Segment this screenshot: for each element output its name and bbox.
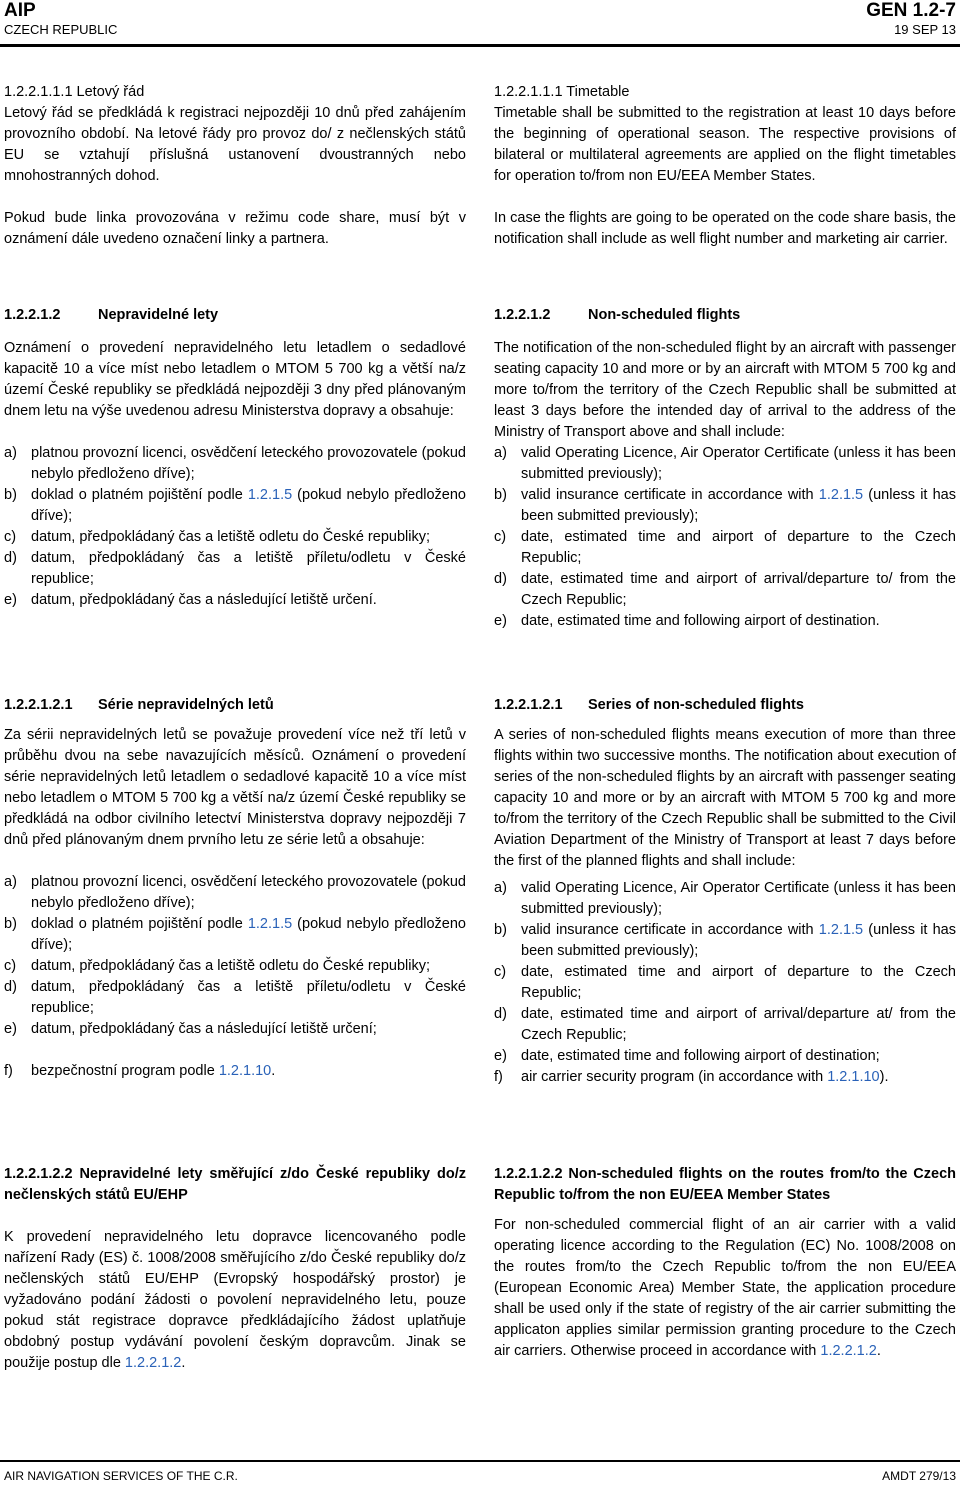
list-item [4, 443, 466, 485]
cz-noneu-para [4, 1227, 466, 1374]
list-text: date, estimated time and airport of departure to the Czech Republic; [521, 529, 956, 566]
cz-nonscheduled-title: Nepravidelné lety [98, 307, 219, 323]
list-text-post: (pokud nebylo předloženo dříve); [31, 916, 466, 953]
footer-rule [0, 1460, 960, 1462]
list-text: platnou provozní licenci, osvědčení leteckého provozovatele (pokud nebylo předloženo dříve); [31, 445, 466, 482]
cz-section-noneu [4, 1164, 466, 1374]
ref-link[interactable]: 1.2.1.10 [827, 1069, 880, 1085]
list-text [521, 1067, 956, 1088]
list-text: date, estimated time and airport of departure to the Czech Republic; [521, 964, 956, 1001]
list-item [4, 914, 466, 956]
cz-series-heading [4, 695, 466, 716]
header-rule [0, 44, 960, 47]
list-text [31, 914, 466, 956]
list-label: d) [494, 571, 507, 587]
list-item [4, 485, 466, 527]
cz-nonscheduled-heading [4, 305, 466, 326]
en-series-list [494, 878, 956, 1088]
en-section-series [494, 695, 956, 1088]
list-text-pre: valid insurance certificate in accordance with [521, 487, 819, 503]
list-text: date, estimated time and airport of arrival/departure to/ from the Czech Republic; [521, 571, 956, 608]
list-text: valid Operating Licence, Air Operator Certificate (unless it has been submitted previously); [521, 445, 956, 482]
list-text: platnou provozní licenci, osvědčení leteckého provozovatele (pokud nebylo předloženo dříve); [31, 874, 466, 911]
list-item [494, 1067, 956, 1088]
list-item [4, 548, 466, 590]
list-label: a) [4, 874, 17, 890]
list-label: d) [494, 1006, 507, 1022]
cz-nonscheduled-num: 1.2.2.1.2 [4, 307, 61, 323]
cz-timetable-para-1: Letový řád se předkládá k registraci nejpozději 10 dnů před zahájením provozního období. Na letové řády pro provoz do/ z nečlenských států EU se vztahují příslušná ustanovení dvoustranných nebo mnohostranných dohod. [4, 105, 466, 184]
list-label: f) [494, 1069, 503, 1085]
list-text [31, 485, 466, 527]
en-nonscheduled-list [494, 443, 956, 632]
en-timetable-para-2: In case the flights are going to be operated on the code share basis, the notification shall include as well flight number and marketing air carrier. [494, 210, 956, 247]
en-series-para: A series of non-scheduled flights means execution of more than three flights within two successive months. The notification about execution of series of the non-scheduled flights by an aircraft with passenger seating capacity 10 and more or by an aircraft with MTOM 5 700 kg and more to/from the territory of the Czech Republic shall be submitted to the Civil Aviation Department of the Ministry of Transport at least 7 days before the first of the planned flights and shall include: [494, 727, 956, 869]
en-series-heading [494, 695, 956, 716]
list-item [4, 872, 466, 914]
list-label: e) [4, 1021, 17, 1037]
cz-noneu-para-text: K provedení nepravidelného letu dopravce licencovaného podle nařízení Rady (ES) č. 1008/2008 směřujícího z/do České republiky do/z nečlenských států EU/EHP (Evropský hospodářský prostor) je vyžadováno podání žádosti o povolení nepravidelného letu, pouze pokud stát registrace dopravce předkládajícího žádost uplatňuje obdobný postup vydávání povolení českým dopravcům. Jinak se použije postup dle [4, 1229, 466, 1371]
list-label: f) [4, 1063, 13, 1079]
ref-link[interactable]: 1.2.1.5 [818, 487, 864, 503]
list-text: date, estimated time and airport of arrival/departure at/ from the Czech Republic; [521, 1006, 956, 1043]
en-series-title: Series of non-scheduled flights [588, 697, 804, 713]
en-noneu-para-end: . [876, 1343, 881, 1359]
en-nonscheduled-num: 1.2.2.1.2 [494, 307, 551, 323]
list-item [494, 527, 956, 569]
list-label: a) [494, 880, 507, 896]
ref-link[interactable]: 1.2.2.1.2 [820, 1343, 877, 1359]
list-item [4, 527, 466, 548]
list-label: c) [4, 529, 17, 545]
list-label: c) [494, 964, 507, 980]
cz-timetable-para-2: Pokud bude linka provozována v režimu code share, musí být v oznámení dále uvedeno označení linky a partnera. [4, 210, 466, 247]
list-text-post: (unless it has been submitted previously); [521, 487, 956, 524]
en-section-nonscheduled [494, 305, 956, 632]
header-country: CZECH REPUBLIC [4, 22, 118, 37]
en-noneu-heading: 1.2.2.1.2.2 Non-scheduled flights on the routes from/to the Czech Republic to/from the non EU/EEA Member States [494, 1166, 956, 1203]
list-item [4, 1019, 466, 1040]
list-text-pre: doklad o platném pojištění podle [31, 916, 248, 932]
list-label: b) [4, 916, 17, 932]
cz-noneu-heading: 1.2.2.1.2.2 Nepravidelné lety směřující z/do České republiky do/z nečlenských států EU/EHP [4, 1166, 466, 1203]
header-doc: AIP [4, 0, 36, 21]
en-nonscheduled-para: The notification of the non-scheduled flight by an aircraft with passenger seating capacity 10 and more or by an aircraft with MTOM 5 700 kg and more to/from the territory of the Czech Republic shall be submitted at least 3 days before the intended day of arrival to the address of the Ministry of Transport above and shall include: [494, 340, 956, 440]
ref-link[interactable]: 1.2.1.5 [247, 916, 293, 932]
list-text: datum, předpokládaný čas a letiště příletu/odletu v České republice; [31, 979, 466, 1016]
ref-link[interactable]: 1.2.1.10 [218, 1063, 272, 1079]
list-text-post: ). [879, 1069, 889, 1085]
cz-nonscheduled-list [4, 443, 466, 611]
cz-section-timetable [4, 82, 466, 250]
list-label: e) [494, 613, 507, 629]
header-date: 19 SEP 13 [894, 22, 956, 37]
list-text [31, 1061, 466, 1082]
list-item [494, 1046, 956, 1067]
cz-nonscheduled-para: Oznámení o provedení nepravidelného letu letadlem o sedadlové kapacitě 10 a více míst nebo letadlem o MTOM 5 700 kg a větší na/z území České republiky se předkládá nejpozději 3 dny před plánovaným dnem letu na výše uvedenou adresu Ministerstva dopravy a obsahuje: [4, 340, 466, 419]
cz-noneu-para-end: . [181, 1355, 186, 1371]
list-item [494, 920, 956, 962]
list-item [494, 962, 956, 1004]
list-label: a) [494, 445, 507, 461]
list-item [494, 1004, 956, 1046]
list-text-post: . [271, 1063, 276, 1079]
ref-link[interactable]: 1.2.1.5 [247, 487, 293, 503]
list-text-post: (unless it has been submitted previously); [521, 922, 956, 959]
footer-amendment: AMDT 279/13 [882, 1469, 956, 1483]
list-label: e) [494, 1048, 507, 1064]
list-label: c) [494, 529, 507, 545]
list-text: datum, předpokládaný čas a letiště odletu do České republiky; [31, 958, 430, 974]
list-label: a) [4, 445, 17, 461]
footer-publisher: AIR NAVIGATION SERVICES OF THE C.R. [4, 1469, 238, 1483]
cz-timetable-heading: 1.2.2.1.1.1 Letový řád [4, 84, 145, 100]
list-text: date, estimated time and following airport of destination; [521, 1048, 880, 1064]
en-nonscheduled-title: Non-scheduled flights [588, 307, 741, 323]
list-item [494, 569, 956, 611]
en-section-timetable [494, 82, 956, 250]
list-text-post: (pokud nebylo předloženo dříve); [31, 487, 466, 524]
list-item [494, 878, 956, 920]
list-label: d) [4, 550, 17, 566]
list-item [4, 1061, 466, 1082]
list-label: b) [494, 487, 507, 503]
list-text-pre: air carrier security program (in accordance with [521, 1069, 828, 1085]
list-item [494, 611, 956, 632]
list-text: date, estimated time and following airport of destination. [521, 613, 880, 629]
list-text: datum, předpokládaný čas a letiště příletu/odletu v České republice; [31, 550, 466, 587]
en-noneu-para-text: For non-scheduled commercial flight of an air carrier with a valid operating licence according to the Regulation (EC) No. 1008/2008 on the routes from/to the Czech Republic to/from the non EU/EEA (European Economic Area) Member State, the application procedure shall be used only if the state of registry of the air carrier submitting the applicaton applies similar permission granting procedure to the Czech air carriers. Otherwise proceed in accordance with [494, 1217, 956, 1359]
cz-section-series [4, 695, 466, 1082]
en-noneu-para [494, 1215, 956, 1362]
list-item [494, 443, 956, 485]
cz-section-nonscheduled [4, 305, 466, 611]
en-nonscheduled-heading [494, 305, 956, 326]
list-text: datum, předpokládaný čas a následující letiště určení; [31, 1021, 377, 1037]
list-item [4, 977, 466, 1019]
list-text [521, 920, 956, 962]
list-label: b) [4, 487, 17, 503]
list-item [4, 590, 466, 611]
header-page: GEN 1.2-7 [866, 0, 956, 21]
cz-series-title: Série nepravidelných letů [98, 697, 274, 713]
list-text-pre: valid insurance certificate in accordance with [521, 922, 819, 938]
list-label: b) [494, 922, 507, 938]
cz-series-num: 1.2.2.1.2.1 [4, 697, 73, 713]
en-timetable-para-1: Timetable shall be submitted to the registration at least 10 days before the beginning of operational season. The respective provisions of bilateral or multilateral agreements are applied on the flight timetables for operation to/from non EU/EEA Member States. [494, 105, 956, 184]
list-text-pre: doklad o platném pojištění podle [31, 487, 248, 503]
list-text: datum, předpokládaný čas a letiště odletu do České republiky; [31, 529, 430, 545]
list-text [521, 485, 956, 527]
list-item [494, 485, 956, 527]
list-text-pre: bezpečnostní program podle [31, 1063, 219, 1079]
list-text: valid Operating Licence, Air Operator Certificate (unless it has been submitted previously); [521, 880, 956, 917]
en-timetable-heading: 1.2.2.1.1.1 Timetable [494, 84, 630, 100]
list-label: d) [4, 979, 17, 995]
en-section-noneu [494, 1164, 956, 1362]
list-label: c) [4, 958, 17, 974]
ref-link[interactable]: 1.2.1.5 [818, 922, 864, 938]
list-text: datum, předpokládaný čas a následující letiště určení. [31, 592, 377, 608]
list-label: e) [4, 592, 17, 608]
cz-series-list [4, 872, 466, 1082]
cz-series-para: Za sérii nepravidelných letů se považuje provedení více než tří letů v průběhu dvou na sebe navazujících měsíců. Oznámení o provedení série nepravidelných letů letadlem o sedadlové kapacitě 10 a více míst nebo letadlem o MTOM 5 700 kg a větší na/z území České republiky se předkládá na odbor civilního letectví Ministerstva dopravy nejpozději 7 dnů před plánovaným dnem prvního letu ze série letů a obsahuje: [4, 727, 466, 848]
en-series-num: 1.2.2.1.2.1 [494, 697, 563, 713]
list-item [4, 956, 466, 977]
ref-link[interactable]: 1.2.2.1.2 [124, 1355, 182, 1371]
